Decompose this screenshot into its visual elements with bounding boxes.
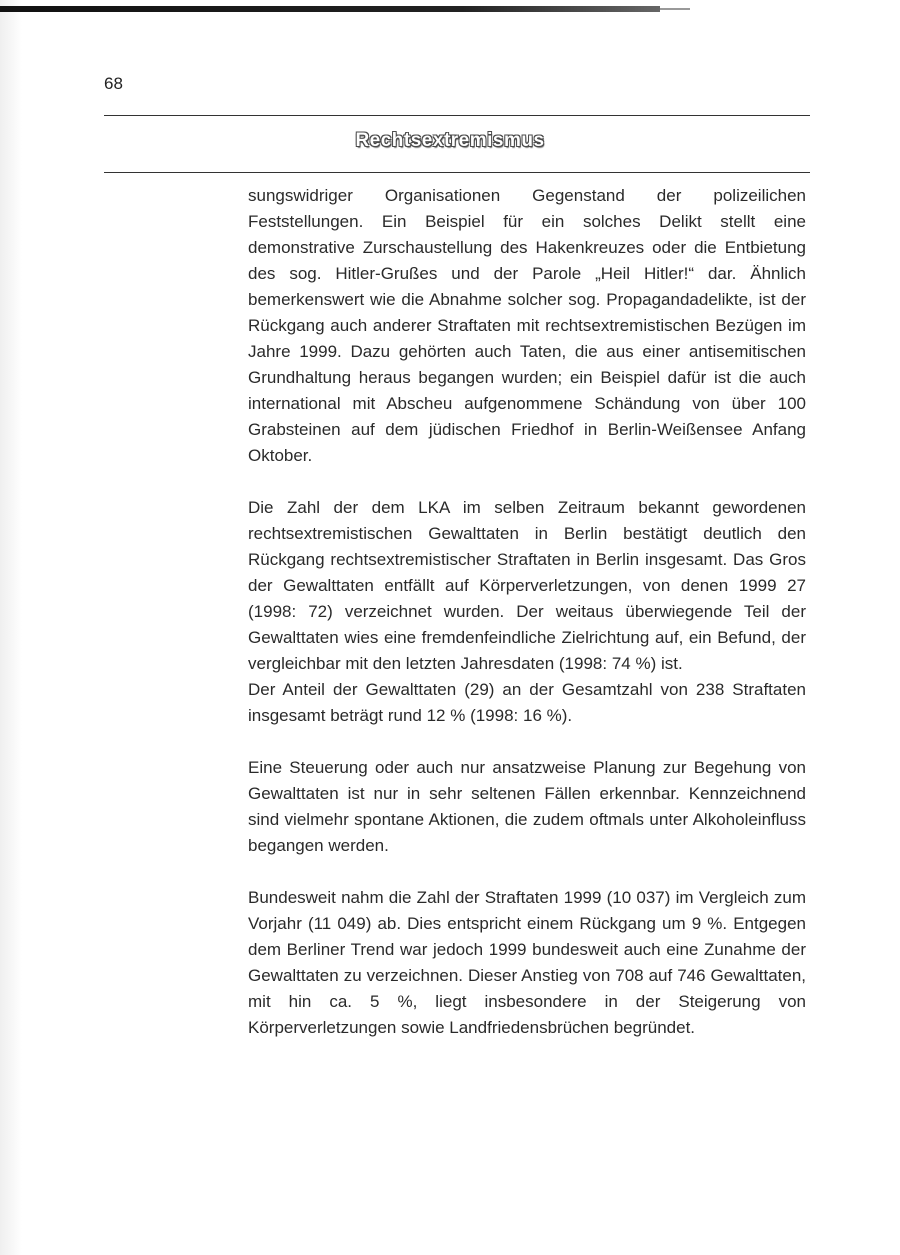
paragraph-4: Eine Steuerung oder auch nur ansatzweise Planung zur Begehung von Gewalttaten ist nur in sehr seltenen Fällen erkennbar. Kennzeichnend sind vielmehr spontane Aktionen, die zudem oftmals unter Alkoholeinfluss begangen werden. — [248, 758, 806, 855]
page-edge-shadow — [0, 0, 22, 1255]
paragraph-1: sungswidriger Organisationen Gegenstand der polizeilichen Feststellungen. Ein Beispiel für ein solches Delikt stellt eine demonstrative Zurschaustellung des Hakenkreuzes oder die Entbietung des sog. Hitler-Grußes und der Parole „Heil Hitler!“ dar. Ähnlich bemerkenswert wie die Abnahme solcher sog. Propagandadelikte, ist der Rückgang auch anderer Straftaten mit rechtsextremistischen Bezügen im Jahre 1999. Dazu gehörten auch Taten, die aus einer antisemitischen Grundhaltung heraus begangen wurden; ein Beispiel dafür ist die auch international mit Abscheu aufgenommene Schändung von über 100 Grabsteinen auf dem jüdischen Friedhof in Berlin-Weißensee Anfang Oktober. — [248, 186, 806, 465]
paragraph-5: Bundesweit nahm die Zahl der Straftaten 1999 (10 037) im Vergleich zum Vorjahr (11 049) ab. Dies entspricht einem Rückgang um 9 %. Entgegen dem Berliner Trend war jedoch 1999 bundesweit auch eine Zunahme der Gewalttaten zu verzeichnen. Dieser Anstieg von 708 auf 746 Gewalttaten, mit hin ca. 5 %, liegt insbesondere in der Steigerung von Körperverletzungen sowie Landfriedensbrüchen begründet. — [248, 888, 806, 1037]
header-rule-top — [104, 115, 810, 116]
page-number: 68 — [104, 74, 123, 93]
body-text — [248, 183, 806, 1041]
paragraph-3: Der Anteil der Gewalttaten (29) an der Gesamtzahl von 238 Straftaten insgesamt beträgt rund 12 % (1998: 16 %). — [248, 680, 806, 725]
paragraph-2: Die Zahl der dem LKA im selben Zeitraum bekannt gewordenen rechtsextremistischen Gewalttaten in Berlin bestätigt deutlich den Rückgang rechtsextremistischer Straftaten in Berlin insgesamt. Das Gros der Gewalttaten entfällt auf Körperverletzungen, von denen 1999 27 (1998: 72) verzeichnet wurden. Der weitaus überwiegende Teil der Gewalttaten wies eine fremdenfeindliche Zielrichtung auf, ein Befund, der vergleichbar mit den letzten Jahresdaten (1998: 74 %) ist. — [248, 498, 806, 673]
scan-top-bar-tail — [660, 8, 690, 10]
header-rule-bottom — [104, 172, 810, 173]
running-header: Rechtsextremismus — [355, 130, 545, 151]
scan-top-bar — [0, 6, 660, 12]
